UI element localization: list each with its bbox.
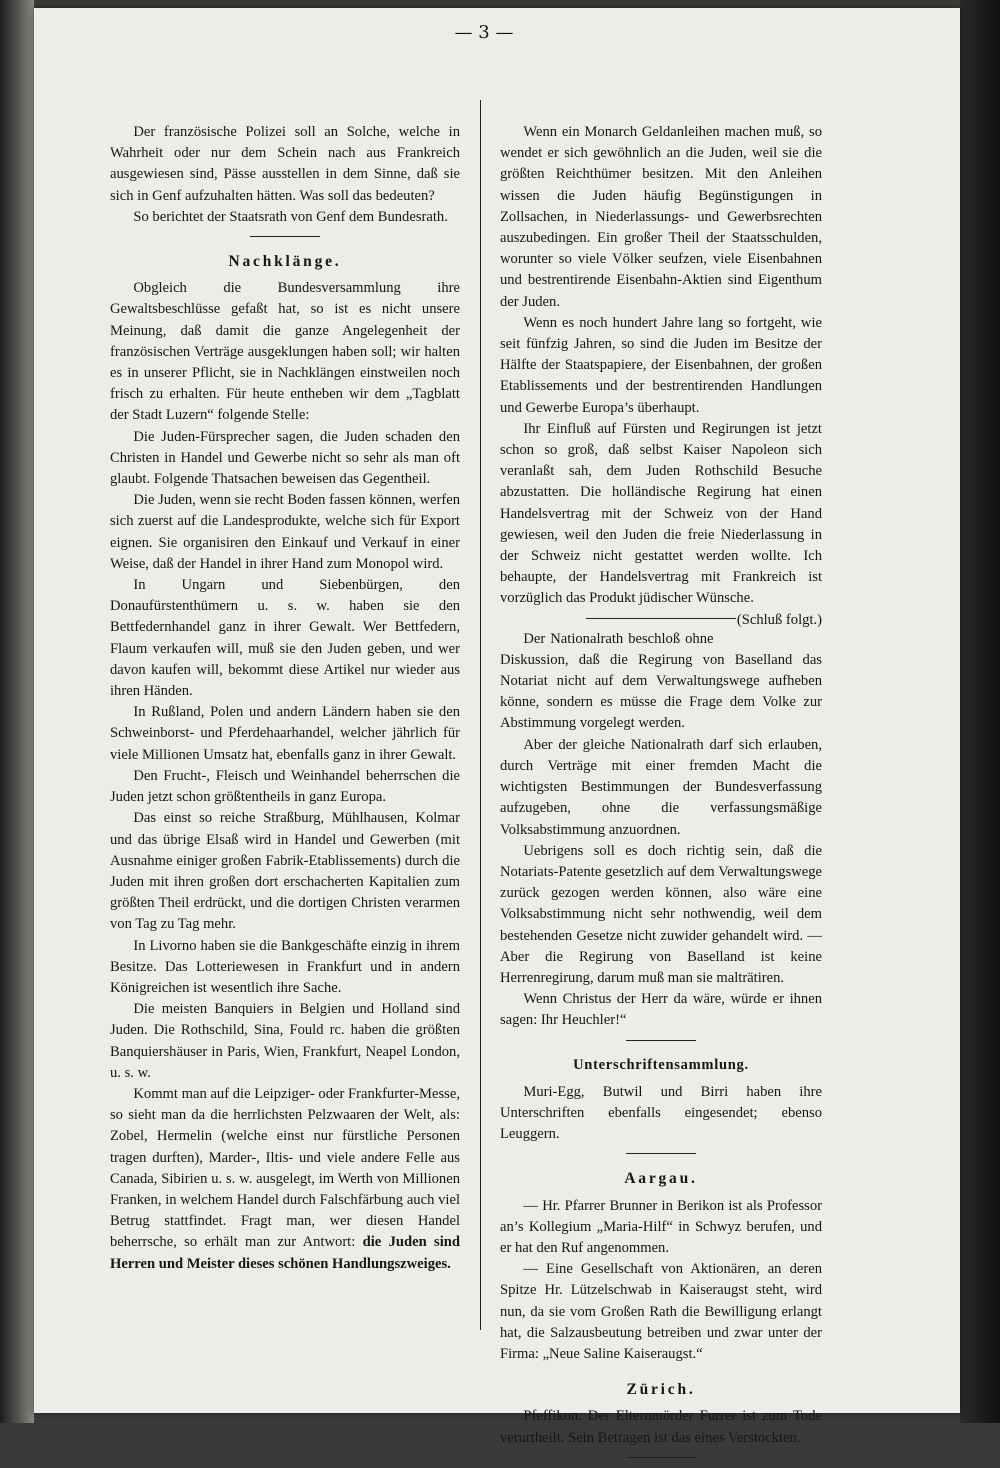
section-heading-aargau: Aargau. — [624, 1170, 698, 1188]
section-heading-unterschriftensammlung: Unterschriftensammlung. — [573, 1056, 749, 1073]
paragraph: Der Nationalrath beschloß ohne Diskussion, daß die Regirung von Baselland das Notariat nicht auf dem Verwaltungswege aufheben könne, sondern es müsse die Frage dem Volke zur Abstimmung vorgelegt werden. — [500, 630, 822, 732]
paragraph: Die Juden, wenn sie recht Boden fassen können, werfen sich zuerst auf die Landesprodukte, welche sich für Export eignen. Sie organisiren den Einkauf und Verkauf in einer Weise, daß der Handel in ihrer Hand zum Monopol wird. — [110, 492, 460, 572]
paragraph: Uebrigens soll es doch richtig sein, daß die Notariats-Patente gesetzlich auf dem Verwaltungswege zurück gezogen werden können, also wäre eine Volksabstimmung nicht sehr nothwendig, weil dem bestehenden Gesetze nicht zuwider gehandelt wird. — Aber die Regirung von Baselland ist keine Herrenregirung, darum muß man sie malträtiren. — [500, 842, 822, 986]
paragraph: Den Frucht-, Fleisch und Weinhandel beherrschen die Juden jetzt schon größtentheils in ganz Europa. — [110, 767, 460, 806]
continued-note: (Schluß folgt.) — [736, 611, 822, 628]
paragraph: Die meisten Banquiers in Belgien und Holland sind Juden. Die Rothschild, Sina, Fould rc. haben die größten Banquiershäuser in Paris, Wien, Frankfurt, Neapel London, u. s. w. — [110, 1001, 460, 1081]
paragraph: Die Juden-Fürsprecher sagen, die Juden schaden den Christen in Handel und Gewerbe nicht so sehr als man oft glaubt. Folgende Thatsachen beweisen das Gegentheil. — [110, 428, 460, 488]
divider-rule — [626, 1153, 696, 1154]
paragraph: Wenn Christus der Herr da wäre, würde er ihnen sagen: Ihr Heuchler!“ — [500, 991, 822, 1029]
paragraph: Obgleich die Bundesversammlung ihre Gewaltsbeschlüsse gefaßt hat, so ist es nicht unsere Meinung, daß damit die ganze Angelegenheit der französischen Verträge ausgeklungen haben soll; wir halten es in unserer Pflicht, sie in Nachklängen einstweilen noch frisch zu erhalten. Für heute entheben wir dem „Tagblatt der Stadt Luzern“ folgende Stelle: — [110, 280, 460, 424]
divider-rule — [250, 236, 320, 237]
scan-background — [960, 0, 1000, 1423]
left-column — [110, 122, 460, 1275]
paragraph — [110, 1084, 460, 1275]
section-heading-nachklaenge: Nachklänge. — [228, 253, 342, 271]
emphasized-text: die Juden sind Herren und Meister dieses schönen Handlungszweiges. — [110, 1234, 461, 1272]
paragraph: Der französische Polizei soll an Solche, welche in Wahrheit oder nur dem Schein nach aus Frankreich ausgewiesen sind, Pässe ausstellen in dem Sinne, daß sie sich in Genf aufzuhalten hätten. Was soll das bedeuten? — [110, 124, 460, 204]
paragraph — [500, 419, 822, 628]
right-column — [500, 122, 822, 1468]
paragraph: — Hr. Pfarrer Brunner in Berikon ist als Professor an’s Kollegium „Maria-Hilf“ in Schwyz berufen, und er hat den Ruf angenommen. — [500, 1197, 822, 1256]
paragraph: Aber der gleiche Nationalrath darf sich erlauben, durch Verträge mit einer fremden Macht die wichtigsten Bestimmungen der Bundesverfassung aufzugeben, ohne die verfassungsmäßige Volksabstimmung anzuordnen. — [500, 736, 822, 838]
divider-rule — [626, 1040, 696, 1041]
divider-rule — [626, 1457, 696, 1458]
binding-edge — [0, 0, 34, 1423]
section-heading-zuerich: Zürich. — [626, 1381, 696, 1399]
paragraph-text: Ihr Einfluß auf Fürsten und Regirungen ist jetzt schon so groß, daß selbst Kaiser Napoleon sich veranlaßt sah, dem Juden Rothschild Besuche abzustatten. Die holländische Regirung hat einen Handelsvertrag mit der Schweiz von der Hand gewiesen, weil den Juden die freie Niederlassung in der Schweiz nicht gestattet werden wollte. Ich behaupte, der Handelsvertrag mit Frankreich ist vorzüglich das Produkt jüdischer Wünsche. — [500, 420, 822, 607]
column-divider — [480, 100, 481, 1330]
paragraph: In Ungarn und Siebenbürgen, den Donaufürstenthümern u. s. w. haben sie den Bettfedernhandel ganz in ihrer Gewalt. Wer Bettfedern, Flaum verkaufen will, muß sie den Juden geben, und wer davon kaufen will, bekommt diese Artikel nur wieder aus ihren Händen. — [110, 577, 460, 700]
page-number: — 3 — — [454, 22, 514, 43]
paragraph: Pfeffikon. Der Elternmörder Furrer ist zum Tode verurtheilt. Sein Betragen ist das eines Verstockten. — [500, 1408, 822, 1446]
paragraph: Das einst so reiche Straßburg, Mühlhausen, Kolmar und das übrige Elsaß wird in Handel und Gewerben (mit Ausnahme einiger großen Fabrik-Etablissements) durch die Juden mit ihren großen dort erschacherten Kapitalien zum größten Theil erdrückt, und die dortigen Christen verarmen von Tag zu Tag mehr. — [110, 810, 460, 933]
paragraph: Muri-Egg, Butwil und Birri haben ihre Unterschriften ebenfalls eingesendet; ebenso Leuggern. — [500, 1083, 822, 1143]
paragraph: Wenn ein Monarch Geldanleihen machen muß, so wendet er sich gewöhnlich an die Juden, weil sie die größten Reichthümer besitzen. Mit den Anleihen wissen die Juden häufig Begünstigungen in Zollsachen, in Niederlassungs- und Gewerbsrechten auszubedingen. Ein großer Theil der Staatsschulden, worunter so viele Völker seufzen, viele Eisenbahnen und bestrentirende Eisenbahn-Aktien sind Eigenthum der Juden. — [500, 124, 822, 310]
paragraph-text: Kommt man auf die Leipziger- oder Frankfurter-Messe, so sieht man da die herrlichsten Pelzwaaren der Welt, als: Zobel, Hermelin (welche einst nur fürstliche Personen tragen durften), Marder-, Iltis- und viele andere Felle aus Canada, Sibirien u. s. w. ausgelegt, im Werth von Millionen Franken, in welchem Handel durch Falschfärbung auch viel Betrug stattfindet. Fragt man, wer diesen Handel beherrsche, so erhält man zur Antwort: — [110, 1085, 460, 1251]
paragraph: Wenn es noch hundert Jahre lang so fortgeht, wie seit fünfzig Jahren, so sind die Juden im Besitze der Hälfte der Staatspapiere, der Eisenbahnen, der großen Etablissements und der bestrentirenden Handlungen und Gewerbe Europa’s überhaupt. — [500, 314, 822, 416]
paragraph: In Livorno haben sie die Bankgeschäfte einzig in ihrem Besitze. Das Lotteriewesen in Frankfurt und in andern Königreichen ist wesentlich ihre Sache. — [110, 937, 460, 996]
paragraph: In Rußland, Polen und andern Ländern haben sie den Schweinborst- und Pferdehaarhandel, welcher jährlich für viele Millionen Umsatz hat, ebenfalls ganz in ihrer Gewalt. — [110, 704, 460, 763]
paragraph: — Eine Gesellschaft von Aktionären, an deren Spitze Hr. Lützelschwab in Kaiseraugst steht, wird nun, da sie vom Großen Rath die Bewilligung erlangt hat, die Salzausbeutung betreiben und zwar unter der Firma: „Neue Saline Kaiseraugst.“ — [500, 1261, 822, 1362]
paragraph: So berichtet der Staatsrath von Genf dem Bundesrath. — [133, 208, 448, 225]
